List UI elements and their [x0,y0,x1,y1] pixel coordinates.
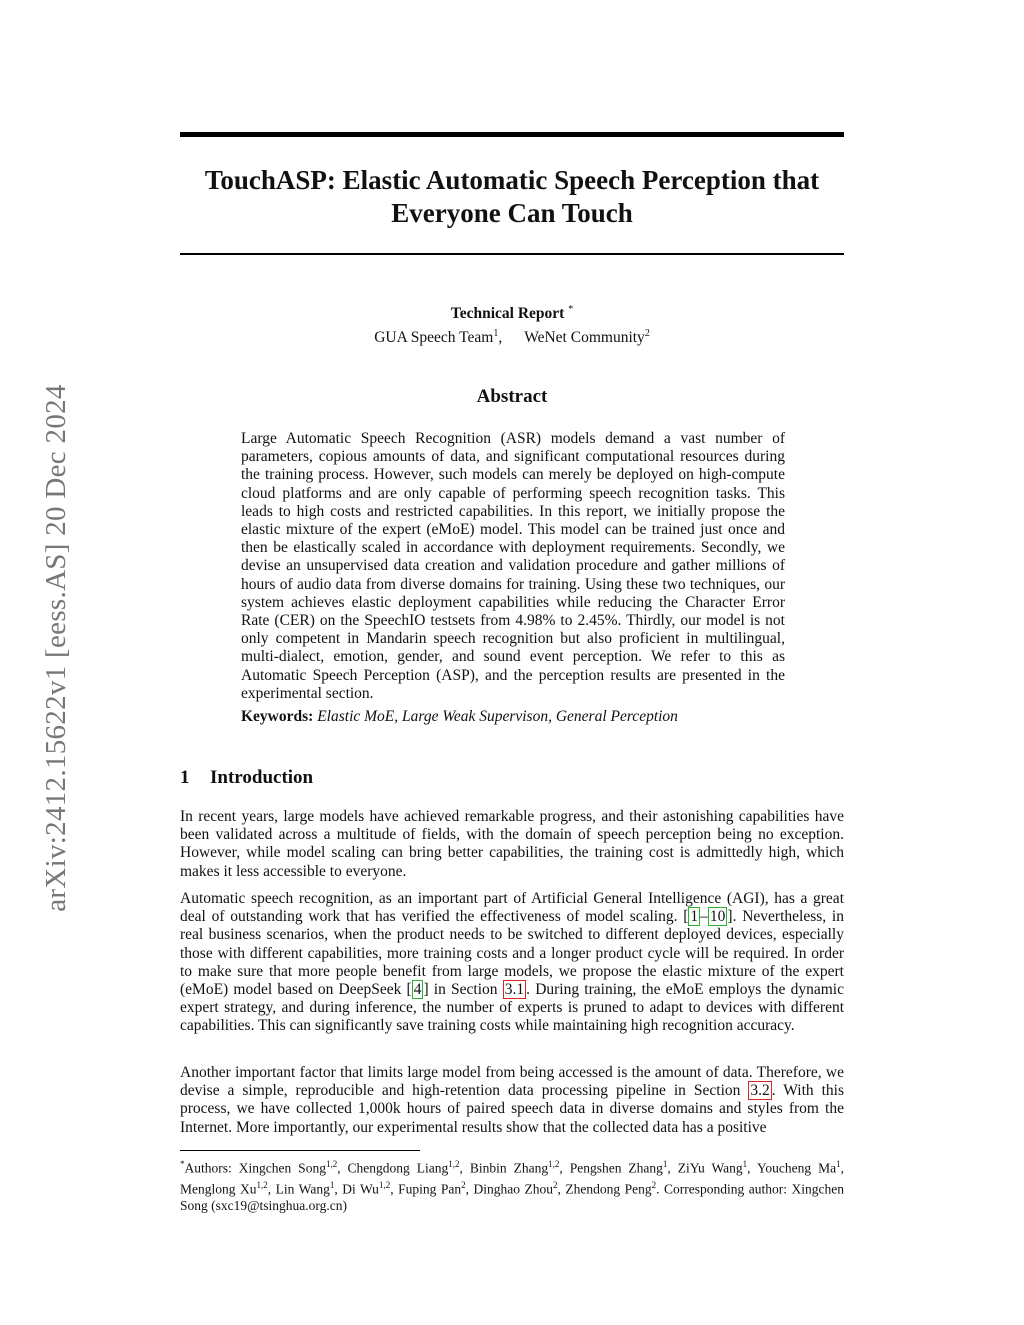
footnote-rule [180,1150,420,1151]
fn-text: Authors: Xingchen Song [184,1160,326,1176]
fn-text: , Youcheng Ma [747,1160,837,1176]
intro-paragraph-3 [180,1064,844,1137]
community-name: WeNet Community [524,329,645,347]
fn-sup: 2 [651,1179,657,1190]
fn-sup: 1 [329,1179,335,1190]
title-line-1: TouchASP: Elastic Automatic Speech Perception that [204,165,820,195]
fn-sup: 1,2 [256,1179,268,1190]
fn-text: , Pengshen Zhang [559,1160,663,1176]
fn-sup: 1 [742,1159,748,1169]
team-name: GUA Speech Team [374,329,494,347]
intro-paragraph-1: In recent years, large models have achieved remarkable progress, and their astonishing capabilities have been validated across a multitude of fields, with the domain of speech perception being no exception. However, while model scaling can bring better capabilities, the training cost is admittedly high, which makes it less accessible to everyone. [180,808,844,880]
author-footnote [180,1156,844,1214]
arxiv-side-stamp: arXiv:2412.15622v1 [eess.AS] 20 Dec 2024 [40,384,72,912]
p2-dash: – [700,908,708,926]
citation-link[interactable]: 1 [690,908,699,926]
report-footnote-marker: * [568,304,574,315]
fn-text: , Dinghao Zhou [465,1181,553,1196]
fn-sup: 2 [552,1179,558,1190]
abstract-body: Large Automatic Speech Recognition (ASR) models demand a vast number of parameters, copious amounts of data, and significant computational resources during the training process. However, such models can merely be deployed on high-compute cloud platforms and are only capable of performing speech recognition tasks. This leads to high costs and restricted capabilities. In this report, we initially propose the elastic mixture of the expert (eMoE) model. This model can be trained just once and then be elastically scaled in accordance with deployment requirements. Secondly, we devise an unsupervised data creation and validation procedure and gather millions of hours of audio data from diverse domains for training. Using these two techniques, our system achieves elastic deployment capabilities while reducing the Character Error Rate (CER) on the SpeechIO testsets from 4.98% to 2.45%. Thirdly, our model is not only competent in Mandarin speech recognition but also proficient in multilingual, multi-dialect, emotion, gender, and sound event perception. We refer to this as Automatic Speech Perception (ASP), and the perception results are presented in the experimental section. [241,430,785,702]
keywords-label: Keywords: [241,708,314,725]
p2-text-b: ]. Nevertheless, in real business scenarios, when the product needs to be switched to different deployed devices, especially those with different capabilities, more training costs and a longer product cycle will be required. In order to make sure that more people benefit from large models, we propose the elastic mixture of the expert (eMoE) model based on DeepSeek [ [180,908,844,999]
section-title: Introduction [210,767,314,788]
fn-sup: 1 [836,1159,841,1169]
p2-text-d: . During training, the eMoE employs the dynamic expert strategy, and during inference, the number of experts is pruned to adapt to devices with different capabilities. This can significantly save training costs while maintaining high recognition accuracy. [180,981,844,1035]
fn-sup: 1 [662,1159,668,1169]
section-heading [180,767,313,789]
fn-text: , Zhendong Peng [557,1181,652,1196]
keywords [241,708,785,726]
fn-text: , ZiYu Wang [667,1160,743,1176]
paper-title [180,164,844,230]
fn-text: . Corresponding author: Xingchen Song (sxc19@tsinghua.org.cn) [180,1181,844,1213]
report-label-line [180,300,844,324]
affiliations-line: GUA Speech Team$^1$, WeNet Community$^2$ [374,328,650,347]
section-ref-link[interactable]: 3.1 [504,981,525,999]
title-bottom-rule [180,253,844,255]
footnote-marker: * [180,1159,185,1169]
p3-text-a: Another important factor that limits large model from being accessed is the amount of data. Therefore, we devise a simple, reproducible and high-retention data processing pipeline in Section [180,1064,844,1100]
fn-sup: 1,2 [548,1159,560,1169]
fn-sup: 2 [461,1179,466,1190]
section-number: 1 [180,767,190,788]
p3-text-b: . With this process, we have collected 1,000k hours of paired speech data in diverse domains and styles from the Internet. More importantly, our experimental results show that the collected data has a positive [180,1082,844,1136]
community-sup: 2 [644,328,650,340]
fn-text: , Binbin Zhang [459,1160,549,1176]
fn-sup: 1,2 [448,1159,460,1169]
intro-paragraph-2 [180,890,844,1036]
fn-text: , Fuping Pan [390,1181,462,1196]
p2-text-c: ] in Section [423,981,503,999]
p2-text-a: Automatic speech recognition, as an important part of Artificial General Intelligence (AGI), has a great deal of outstanding work that has verified the effectiveness of model scaling. [ [180,890,844,926]
report-info [180,300,844,348]
fn-text: , Menglong Xu [180,1160,844,1196]
title-line-2: Everyone Can Touch [391,198,633,228]
section-ref-link[interactable]: 3.2 [750,1082,770,1100]
abstract-heading: Abstract [476,386,548,407]
fn-sup: 1,2 [378,1179,391,1190]
citation-link[interactable]: 10 [709,908,726,926]
title-top-rule [180,132,844,137]
fn-text: , Chengdong Liang [337,1160,449,1176]
team-sup: 1 [493,328,499,340]
fn-text: , Di Wu [334,1181,379,1196]
citation-link[interactable]: 4 [413,981,422,999]
fn-text: , Lin Wang [267,1181,330,1196]
fn-sup: 1,2 [325,1159,338,1169]
keywords-text: Elastic MoE, Large Weak Supervison, General Perception [317,708,678,725]
report-label: Technical Report [450,305,565,323]
